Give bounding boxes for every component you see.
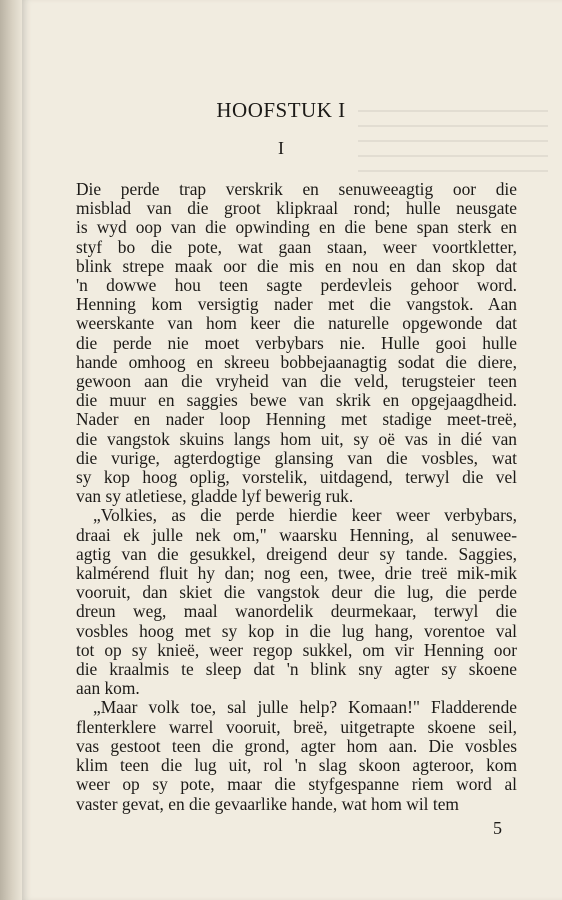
text-line: Nader en nader loop Henning met stadige meet-treë, bbox=[76, 409, 517, 430]
text-line: die kraalmis te sleep dat 'n blink sny agter sy skoene bbox=[76, 659, 517, 680]
section-heading: I bbox=[278, 138, 284, 158]
text-line: 'n dowwe hou teen sagte perdevleis gehoor word. bbox=[76, 275, 517, 296]
chapter-heading: HOOFSTUK I bbox=[216, 98, 346, 122]
text-line: „Volkies, as die perde hierdie keer weer verbybars, bbox=[93, 505, 517, 526]
paragraph bbox=[76, 180, 517, 506]
text-line: „Maar volk toe, sal julle help? Komaan!" Fladderende bbox=[93, 697, 517, 718]
text-line: die perde nie moet verbybars nie. Hulle gooi hulle bbox=[76, 332, 517, 353]
page-number: 5 bbox=[493, 818, 502, 838]
text-line: sy kop hoog oplig, vorstelik, uitdagend, terwyl die vel bbox=[76, 467, 517, 488]
text-line: weer op sy pote, maar die styfgespanne riem word al bbox=[76, 774, 517, 795]
text-line: draai ek julle nek om," waarsku Henning, al senuwee- bbox=[76, 524, 517, 545]
text-line: kalmérend fluit hy dan; nog een, twee, drie treë mik-mik bbox=[76, 563, 517, 584]
text-line: misblad van die groot klipkraal rond; hulle neusgate bbox=[76, 198, 517, 219]
text-line: vas gestoot teen die grond, agter hom aan. Die vosbles bbox=[76, 735, 517, 756]
text-line: van sy atletiese, gladde lyf bewerig ruk. bbox=[76, 486, 354, 507]
paragraph bbox=[76, 506, 517, 698]
text-line: agtig van die gesukkel, dreigend deur sy tande. Saggies, bbox=[76, 543, 517, 564]
text-line: gewoon aan die vryheid van die veld, terugsteier teen bbox=[76, 371, 517, 392]
text-line: die vangstok skuins langs hom uit, sy oë vas in dié van bbox=[76, 428, 517, 449]
text-line: Die perde trap verskrik en senuweeagtig oor die bbox=[76, 179, 517, 199]
paragraph bbox=[76, 698, 517, 813]
text-line: dreun weg, maal wanordelik deurmekaar, terwyl die bbox=[76, 601, 517, 622]
text-line: Henning kom versigtig nader met die vangstok. Aan bbox=[76, 294, 517, 315]
text-line: vaster gevat, en die gevaarlike hande, wat hom wil tem bbox=[76, 793, 459, 814]
text-line: die vurige, agterdogtige glansing van die vosbles, wat bbox=[76, 447, 517, 468]
text-line: tot op sy knieë, weer regop sukkel, om vir Henning oor bbox=[76, 639, 517, 660]
text-line: hande omhoog en skreeu bobbejaanagtig sodat die diere, bbox=[76, 351, 517, 372]
text-line: flenterklere warrel vooruit, breë, uitgetrapte skoene seil, bbox=[76, 716, 517, 737]
text-line: weerskante van hom keer die naturelle opgewonde dat bbox=[76, 313, 517, 334]
text-line: vosbles hoog met sy kop in die lug hang, vorentoe val bbox=[76, 620, 517, 641]
text-line: klim teen die lug uit, rol 'n slag skoon agteroor, kom bbox=[76, 755, 517, 776]
text-line: blink strepe maak oor die mis en nou en dan skop dat bbox=[76, 255, 517, 276]
text-line: die muur en saggies bewe van skrik en opgejaagdheid. bbox=[76, 390, 517, 411]
body-text bbox=[76, 180, 517, 814]
text-line: aan kom. bbox=[76, 678, 140, 699]
text-line: vooruit, dan skiet die vangstok deur die lug, die perde bbox=[76, 582, 517, 603]
text-line: styf bo die pote, wat gaan staan, weer voortkletter, bbox=[76, 236, 517, 257]
text-line: is wyd oop van die opwinding en die bene span sterk en bbox=[76, 217, 517, 238]
book-gutter bbox=[0, 0, 22, 900]
